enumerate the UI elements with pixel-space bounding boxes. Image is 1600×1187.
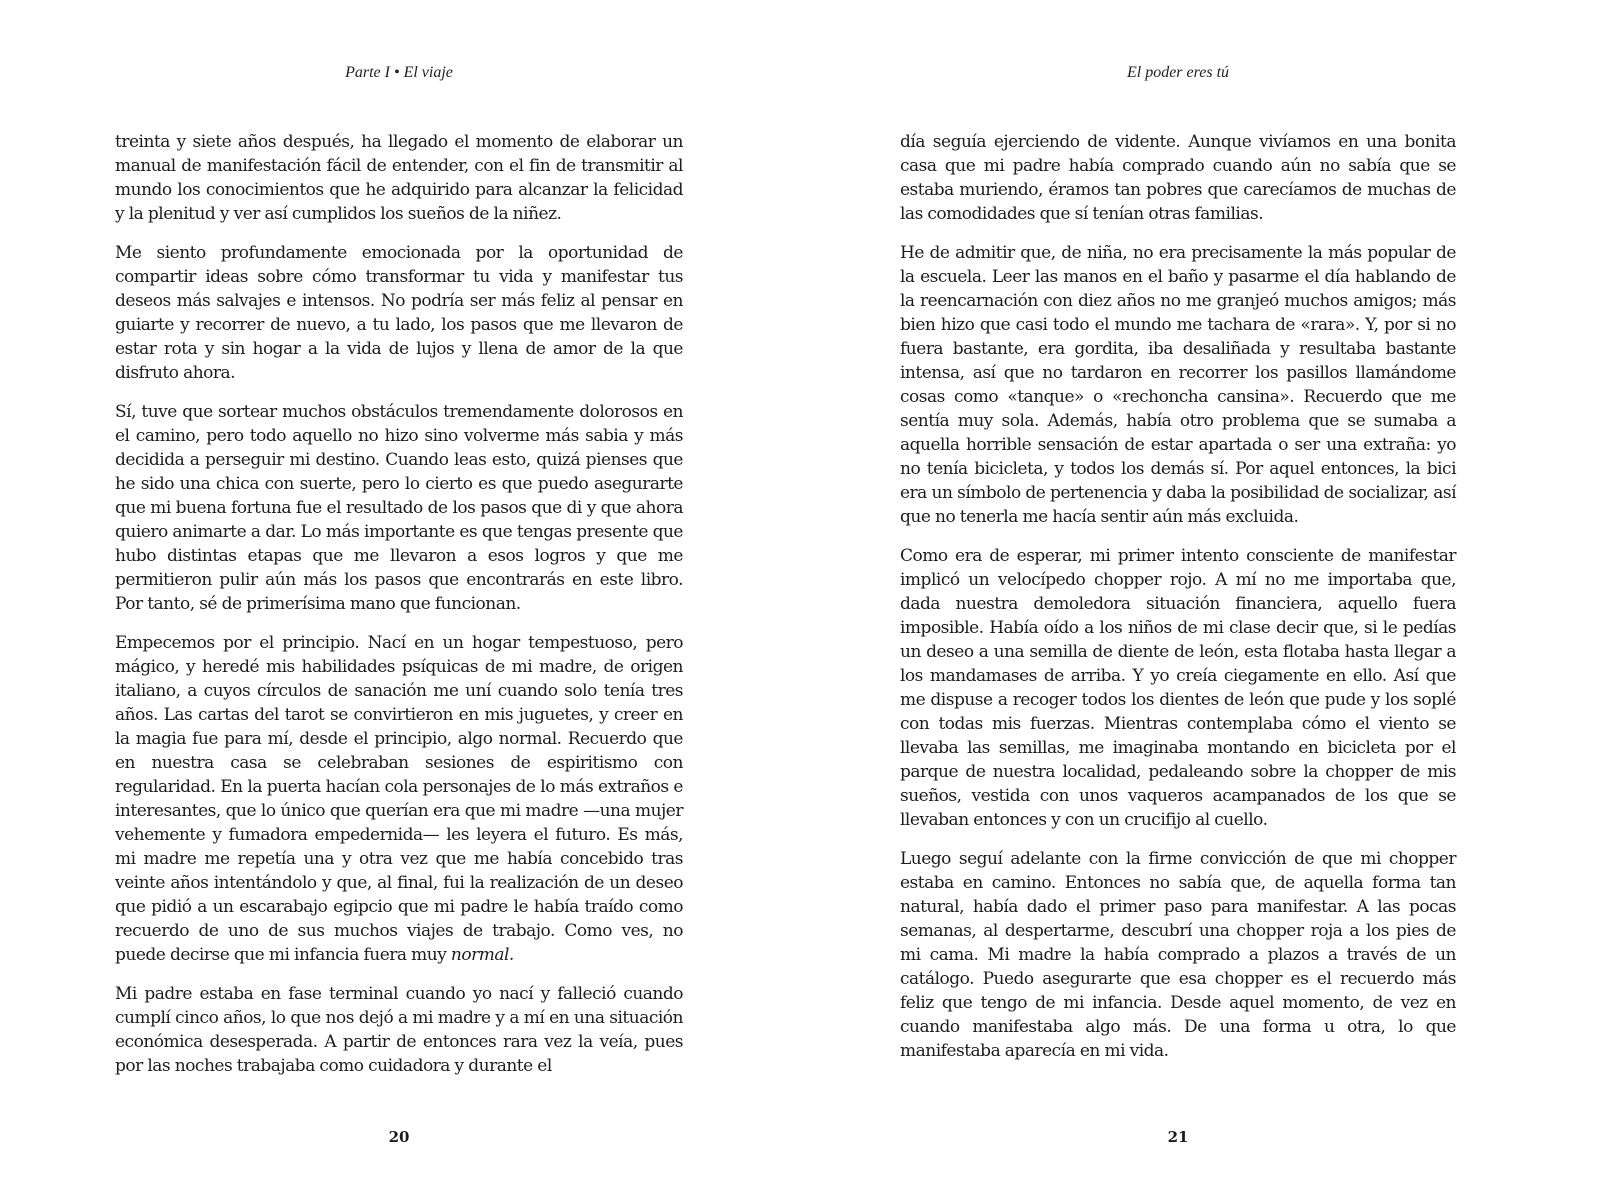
- paragraph: He de admitir que, de niña, no era precisamente la más popular de la escuela. Leer las manos en el baño y pasarme el día hablando de la reencarnación con diez años no me granjeó muchos amigos; más bien hizo que casi todo el mundo me tachara de «rara». Y, por si no fuera bastante, era gordita, iba desaliñada y resultaba bastante intensa, así que no tardaron en recorrer los pasillos llamándome cosas como «tanque» o «rechoncha cansina». Recuerdo que me sentía muy sola. Además, había otro problema que se sumaba a aquella horrible sensación de estar apartada o ser una extraña: yo no tenía bicicleta, y todos los demás sí. Por aquel entonces, la bici era un símbolo de pertenencia y daba la posibilidad de socializar, así que no tenerla me hacía sentir aún más excluida.: [900, 243, 1456, 527]
- page-number-right: 21: [1167, 1128, 1189, 1146]
- paragraph: treinta y siete años después, ha llegado el momento de elaborar un manual de manifestación fácil de entender, con el fin de transmitir al mundo los conocimientos que he adquirido para alcanzar la felicidad y la plenitud y ver así cumplidos los sueños de la niñez.: [115, 132, 683, 224]
- paragraph: Mi padre estaba en fase terminal cuando yo nací y falleció cuando cumplí cinco años, lo que nos dejó a mi madre y a mí en una situación económica desesperada. A partir de entonces rara vez la veía, pues por las noches trabajaba como cuidadora y durante el: [115, 984, 683, 1076]
- running-head-left: Parte I • El viaje: [345, 64, 453, 81]
- italic-emphasis: normal.: [450, 945, 514, 965]
- paragraph: Luego seguí adelante con la firme convicción de que mi chopper estaba en camino. Entonces no sabía que, de aquella forma tan natural, había dado el primer paso para manifestar. A las pocas semanas, al despertarme, descubrí una chopper roja a los pies de mi cama. Mi madre la había comprado a plazos a través de un catálogo. Puedo asegurarte que esa chopper es el recuerdo más feliz que tengo de mi infancia. Desde aquel momento, de vez en cuando manifestaba algo más. De una forma u otra, lo que manifestaba aparecía en mi vida.: [900, 849, 1456, 1061]
- body-text-right: [900, 130, 1456, 1063]
- paragraph: día seguía ejerciendo de vidente. Aunque vivíamos en una bonita casa que mi padre había comprado cuando aún no sabía que se estaba muriendo, éramos tan pobres que carecíamos de muchas de las comodidades que sí tenían otras familias.: [900, 132, 1456, 224]
- right-page: [800, 0, 1600, 1187]
- paragraph: Me siento profundamente emocionada por la oportunidad de compartir ideas sobre cómo transformar tu vida y manifestar tus deseos más salvajes e intensos. No podría ser más feliz al pensar en guiarte y recorrer de nuevo, a tu lado, los pasos que me llevaron de estar rota y sin hogar a la vida de lujos y llena de amor de la que disfruto ahora.: [115, 243, 683, 383]
- paragraph: [115, 631, 683, 967]
- paragraph: Como era de esperar, mi primer intento consciente de manifestar implicó un velocípedo chopper rojo. A mí no me importaba que, dada nuestra demoledora situación financiera, aquello fuera imposible. Había oído a los niños de mi clase decir que, si le pedías un deseo a una semilla de diente de león, esta flotaba hasta llegar a los mandamases de arriba. Y yo creía ciegamente en ello. Así que me dispuse a recoger todos los dientes de león que pude y los soplé con todas mis fuerzas. Mientras contemplaba cómo el viento se llevaba las semillas, me imaginaba montando en bicicleta por el parque de nuestra localidad, pedaleando sobre la chopper de mis sueños, vestida con unos vaqueros acampanados de los que se llevaban entonces y con un crucifijo al cuello.: [900, 546, 1456, 830]
- paragraph-text: Empecemos por el principio. Nací en un hogar tempestuoso, pero mágico, y heredé mis habilidades psíquicas de mi madre, de origen italiano, a cuyos círculos de sanación me uní cuando solo tenía tres años. Las cartas del tarot se convirtieron en mis juguetes, y creer en la magia fue para mí, desde el principio, algo normal. Recuerdo que en nuestra casa se celebraban sesiones de espiritismo con regularidad. En la puerta hacían cola personajes de lo más extraños e interesantes, que lo único que querían era que mi madre —una mujer vehemente y fumadora empedernida— les leyera el futuro. Es más, mi madre me repetía una y otra vez que me había concebido tras veinte años intentándolo y que, al final, fui la realización de un deseo que pidió a un escarabajo egipcio que mi padre le había traído como recuerdo de uno de sus muchos viajes de trabajo. Como ves, no puede decirse que mi infancia fuera muy: [115, 633, 683, 965]
- paragraph: Sí, tuve que sortear muchos obstáculos tremendamente dolorosos en el camino, pero todo aquello no hizo sino volverme más sabia y más decidida a perseguir mi destino. Cuando leas esto, quizá pienses que he sido una chica con suerte, pero lo cierto es que puedo asegurarte que mi buena fortuna fue el resultado de los pasos que di y que ahora quiero animarte a dar. Lo más importante es que tengas presente que hubo distintas etapas que me llevaron a esos logros y que me permitieron pulir aún más los pasos que encontrarás en este libro. Por tanto, sé de primerísima mano que funcionan.: [115, 402, 683, 614]
- body-text-left: [115, 130, 683, 1078]
- running-head-right: El poder eres tú: [1126, 64, 1230, 81]
- page-number-left: 20: [388, 1128, 410, 1146]
